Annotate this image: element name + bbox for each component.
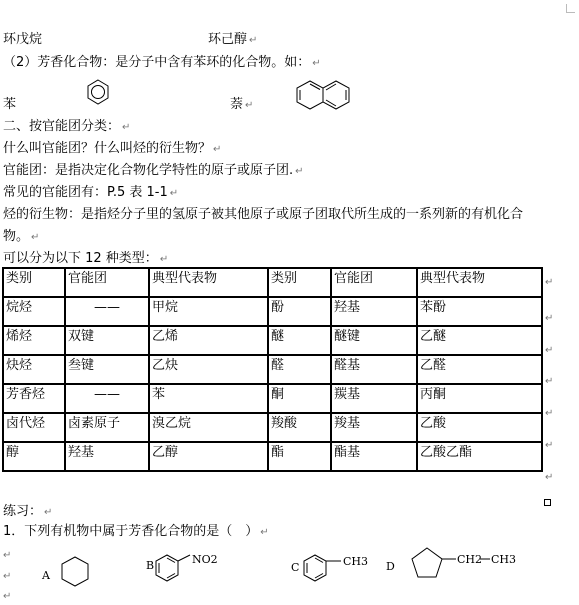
page-corner-mark	[566, 4, 575, 13]
cyclopentane-label: 环戊烷	[3, 32, 43, 47]
row-end-mark: ↵	[545, 345, 554, 356]
table-cell: 乙醚	[417, 326, 542, 355]
functional-group-definition: 官能团：是指决定化合物化学特性的原子或原子团.	[3, 163, 294, 178]
option-c-methyl-group: CH3	[343, 555, 369, 568]
option-d-methyl-group: CH3	[491, 553, 517, 566]
common-groups-text: 常见的官能团有：P.5 表 1-1	[3, 185, 168, 200]
paragraph-mark: ↵	[122, 122, 131, 133]
text-line	[3, 118, 130, 136]
option-c-label: C	[291, 561, 300, 574]
table-cell: 酮	[268, 384, 331, 413]
text-line	[3, 162, 304, 180]
text-line	[3, 523, 269, 541]
table-cell: 醚	[268, 326, 331, 355]
row-end-mark: ↵	[545, 472, 554, 483]
row-end-mark: ↵	[545, 376, 554, 387]
table-row	[3, 413, 542, 442]
paragraph-mark: ↵	[169, 188, 179, 199]
table-row	[3, 297, 542, 326]
table-cell: 醛	[268, 355, 331, 384]
table-cell: 醚键	[331, 326, 417, 355]
paragraph-mark: ↵	[312, 58, 321, 69]
paragraph-mark: ↵	[249, 35, 258, 46]
table-cell: 醇	[3, 442, 65, 471]
paragraph-mark: ↵	[159, 254, 169, 265]
table-cell: 叁键	[65, 355, 149, 384]
table-cell: ——	[65, 297, 149, 326]
table-row	[3, 384, 542, 413]
header-cell: 官能团	[65, 268, 149, 297]
table-cell: 烯烃	[3, 326, 65, 355]
option-b-label: B	[146, 559, 155, 572]
naphthalene-structure	[296, 80, 352, 110]
benzene-structure	[86, 79, 110, 105]
table-cell: 酚	[268, 297, 331, 326]
paragraph-mark: ↵	[295, 166, 304, 177]
row-end-mark: ↵	[545, 440, 554, 451]
table-cell: 乙烯	[149, 326, 268, 355]
paragraph-mark: ↵	[44, 507, 53, 518]
text-line	[3, 206, 523, 223]
table-cell: 烷烃	[3, 297, 65, 326]
functional-group-table	[2, 267, 543, 472]
table-cell: 卤代烃	[3, 413, 65, 442]
text-line	[3, 96, 16, 113]
exercise-question: 1．下列有机物中属于芳香化合物的是（ ）	[3, 524, 259, 539]
text-line	[3, 503, 52, 521]
table-cell: 酯	[268, 442, 331, 471]
option-c-structure	[291, 550, 381, 588]
header-cell: 典型代表物	[149, 268, 268, 297]
table-cell: 乙酸	[417, 413, 542, 442]
table-row	[3, 326, 542, 355]
table-cell: 丙酮	[417, 384, 542, 413]
option-d-methylene-group: CH2	[457, 553, 483, 566]
table-cell: ——	[65, 384, 149, 413]
row-end-mark: ↵	[545, 408, 554, 419]
option-b-nitro-group: NO2	[192, 553, 218, 566]
header-cell: 类别	[268, 268, 331, 297]
header-cell: 类别	[3, 268, 65, 297]
table-cell: 乙酸乙酯	[417, 442, 542, 471]
aromatic-definition: （2）芳香化合物：是分子中含有苯环的化合物。如：	[3, 55, 311, 70]
benzene-label: 苯	[3, 97, 17, 112]
text-line	[3, 250, 168, 268]
option-a-structure	[42, 555, 98, 589]
table-row	[3, 442, 542, 471]
paragraph-mark: ↵	[213, 144, 222, 155]
table-cell: 羧酸	[268, 413, 331, 442]
text-line	[3, 31, 42, 48]
paragraph-mark: ↵	[3, 591, 12, 602]
text-line	[3, 140, 221, 158]
table-cell: 乙醇	[149, 442, 268, 471]
paragraph-mark: ↵	[31, 232, 40, 243]
row-end-mark: ↵	[545, 277, 554, 288]
table-cell: 羧基	[331, 413, 417, 442]
row-end-mark: ↵	[545, 313, 554, 324]
table-resize-handle[interactable]	[544, 499, 551, 506]
header-cell: 典型代表物	[417, 268, 542, 297]
table-cell: 羟基	[331, 297, 417, 326]
derivative-definition-end: 物。	[3, 229, 30, 244]
table-cell: 芳香烃	[3, 384, 65, 413]
table-cell: 酯基	[331, 442, 417, 471]
question-text: 什么叫官能团？什么叫烃的衍生物？	[3, 141, 212, 156]
text-line	[208, 31, 257, 49]
table-cell: 羰基	[331, 384, 417, 413]
derivative-definition: 烃的衍生物：是指烃分子里的氢原子被其他原子或原子团取代所生成的一系列新的有机化合	[3, 207, 524, 222]
text-line	[3, 184, 178, 202]
naphthalene-label: 萘	[230, 97, 244, 112]
table-row	[3, 355, 542, 384]
section-heading: 二、按官能团分类：	[3, 119, 121, 134]
option-b-structure	[146, 550, 236, 586]
option-a-label: A	[42, 569, 50, 582]
option-d-label: D	[386, 560, 395, 573]
table-cell: 乙炔	[149, 355, 268, 384]
text-line	[3, 54, 321, 72]
table-cell: 双键	[65, 326, 149, 355]
table-header-row	[3, 268, 542, 297]
table-cell: 醛基	[331, 355, 417, 384]
text-line	[230, 96, 253, 114]
text-line	[3, 228, 39, 246]
exercise-title: 练习：	[3, 504, 43, 519]
table-cell: 苯	[149, 384, 268, 413]
paragraph-mark: ↵	[3, 550, 12, 561]
table-cell: 炔烃	[3, 355, 65, 384]
option-d-structure	[386, 545, 536, 587]
paragraph-mark: ↵	[3, 571, 12, 582]
types-intro: 可以分为以下 12 种类型：	[3, 251, 158, 266]
table-cell: 羟基	[65, 442, 149, 471]
table-cell: 卤素原子	[65, 413, 149, 442]
paragraph-mark: ↵	[245, 100, 254, 111]
table-cell: 甲烷	[149, 297, 268, 326]
table-cell: 乙醛	[417, 355, 542, 384]
table-cell: 苯酚	[417, 297, 542, 326]
header-cell: 官能团	[331, 268, 417, 297]
table-cell: 溴乙烷	[149, 413, 268, 442]
paragraph-mark: ↵	[260, 527, 269, 538]
cyclohexanol-label: 环己醇	[208, 32, 248, 47]
